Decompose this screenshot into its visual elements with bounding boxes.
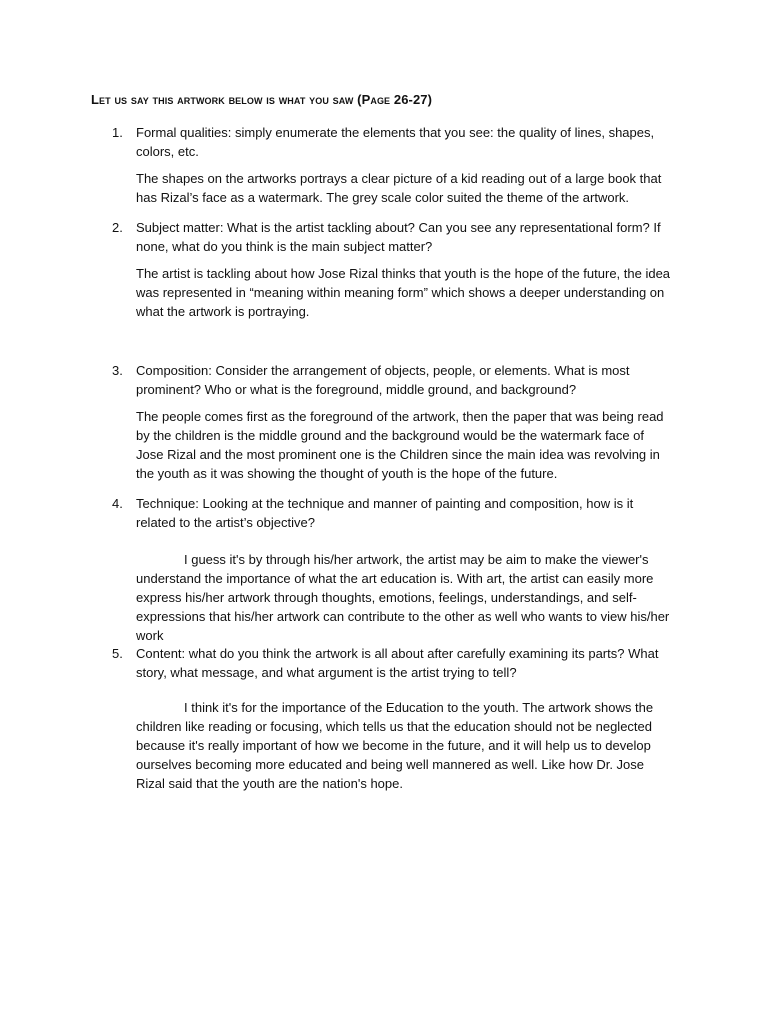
- item-answer: The artist is tackling about how Jose Rizal thinks that youth is the hope of the future, the idea was represented in “meaning within meaning form” which shows a deeper understanding on what the artwork is portraying.: [136, 266, 671, 319]
- list-item: [112, 494, 672, 645]
- item-answer: I guess it's by through his/her artwork, the artist may be aim to make the viewer's understand the importance of what the art education is. With art, the artist can easily more express his/her artwork through thoughts, emotions, feelings, understandings, and self-expressions that his/her artwork can contribute to the other as well who wants to view his/her work: [136, 552, 670, 643]
- item-number: 4.: [112, 496, 123, 511]
- list-item: [112, 644, 672, 793]
- item-question: Content: what do you think the artwork is all about after carefully examining its parts? What story, what message, and what argument is the artist trying to tell?: [136, 646, 659, 680]
- item-question: Subject matter: What is the artist tackling about? Can you see any representational form? If none, what do you think is the main subject matter?: [136, 220, 661, 254]
- item-number: 3.: [112, 363, 123, 378]
- item-number: 1.: [112, 125, 123, 140]
- item-answer: The shapes on the artworks portrays a clear picture of a kid reading out of a large book that has Rizal’s face as a watermark. The grey scale color suited the theme of the artwork.: [136, 171, 662, 205]
- item-question: Composition: Consider the arrangement of objects, people, or elements. What is most prominent? Who or what is the foreground, middle ground, and background?: [136, 363, 630, 397]
- item-question: Formal qualities: simply enumerate the elements that you see: the quality of lines, shapes, colors, etc.: [136, 125, 655, 159]
- page-heading: Let us say this artwork below is what you saw (Page 26-27): [91, 92, 433, 107]
- item-number: 2.: [112, 220, 123, 235]
- list-item: [112, 361, 672, 483]
- list-item: [112, 218, 672, 321]
- item-question: Technique: Looking at the technique and manner of painting and composition, how is it related to the artist’s objective?: [136, 496, 634, 530]
- item-number: 5.: [112, 646, 123, 661]
- item-answer: The people comes first as the foreground of the artwork, then the paper that was being read by the children is the middle ground and the background would be the watermark face of Jose Rizal and the most prominent one is the Children since the main idea was revolving in the youth as it was showing the thought of youth is the hope of the future.: [136, 409, 664, 481]
- item-answer: I think it's for the importance of the Education to the youth. The artwork shows the children like reading or focusing, which tells us that the education should not be neglected because it's really important of how we become in the future, and it will help us to develop ourselves becoming more educated and being well mannered as well. Like how Dr. Jose Rizal said that the youth are the nation's hope.: [136, 700, 654, 791]
- list-item: [112, 123, 672, 207]
